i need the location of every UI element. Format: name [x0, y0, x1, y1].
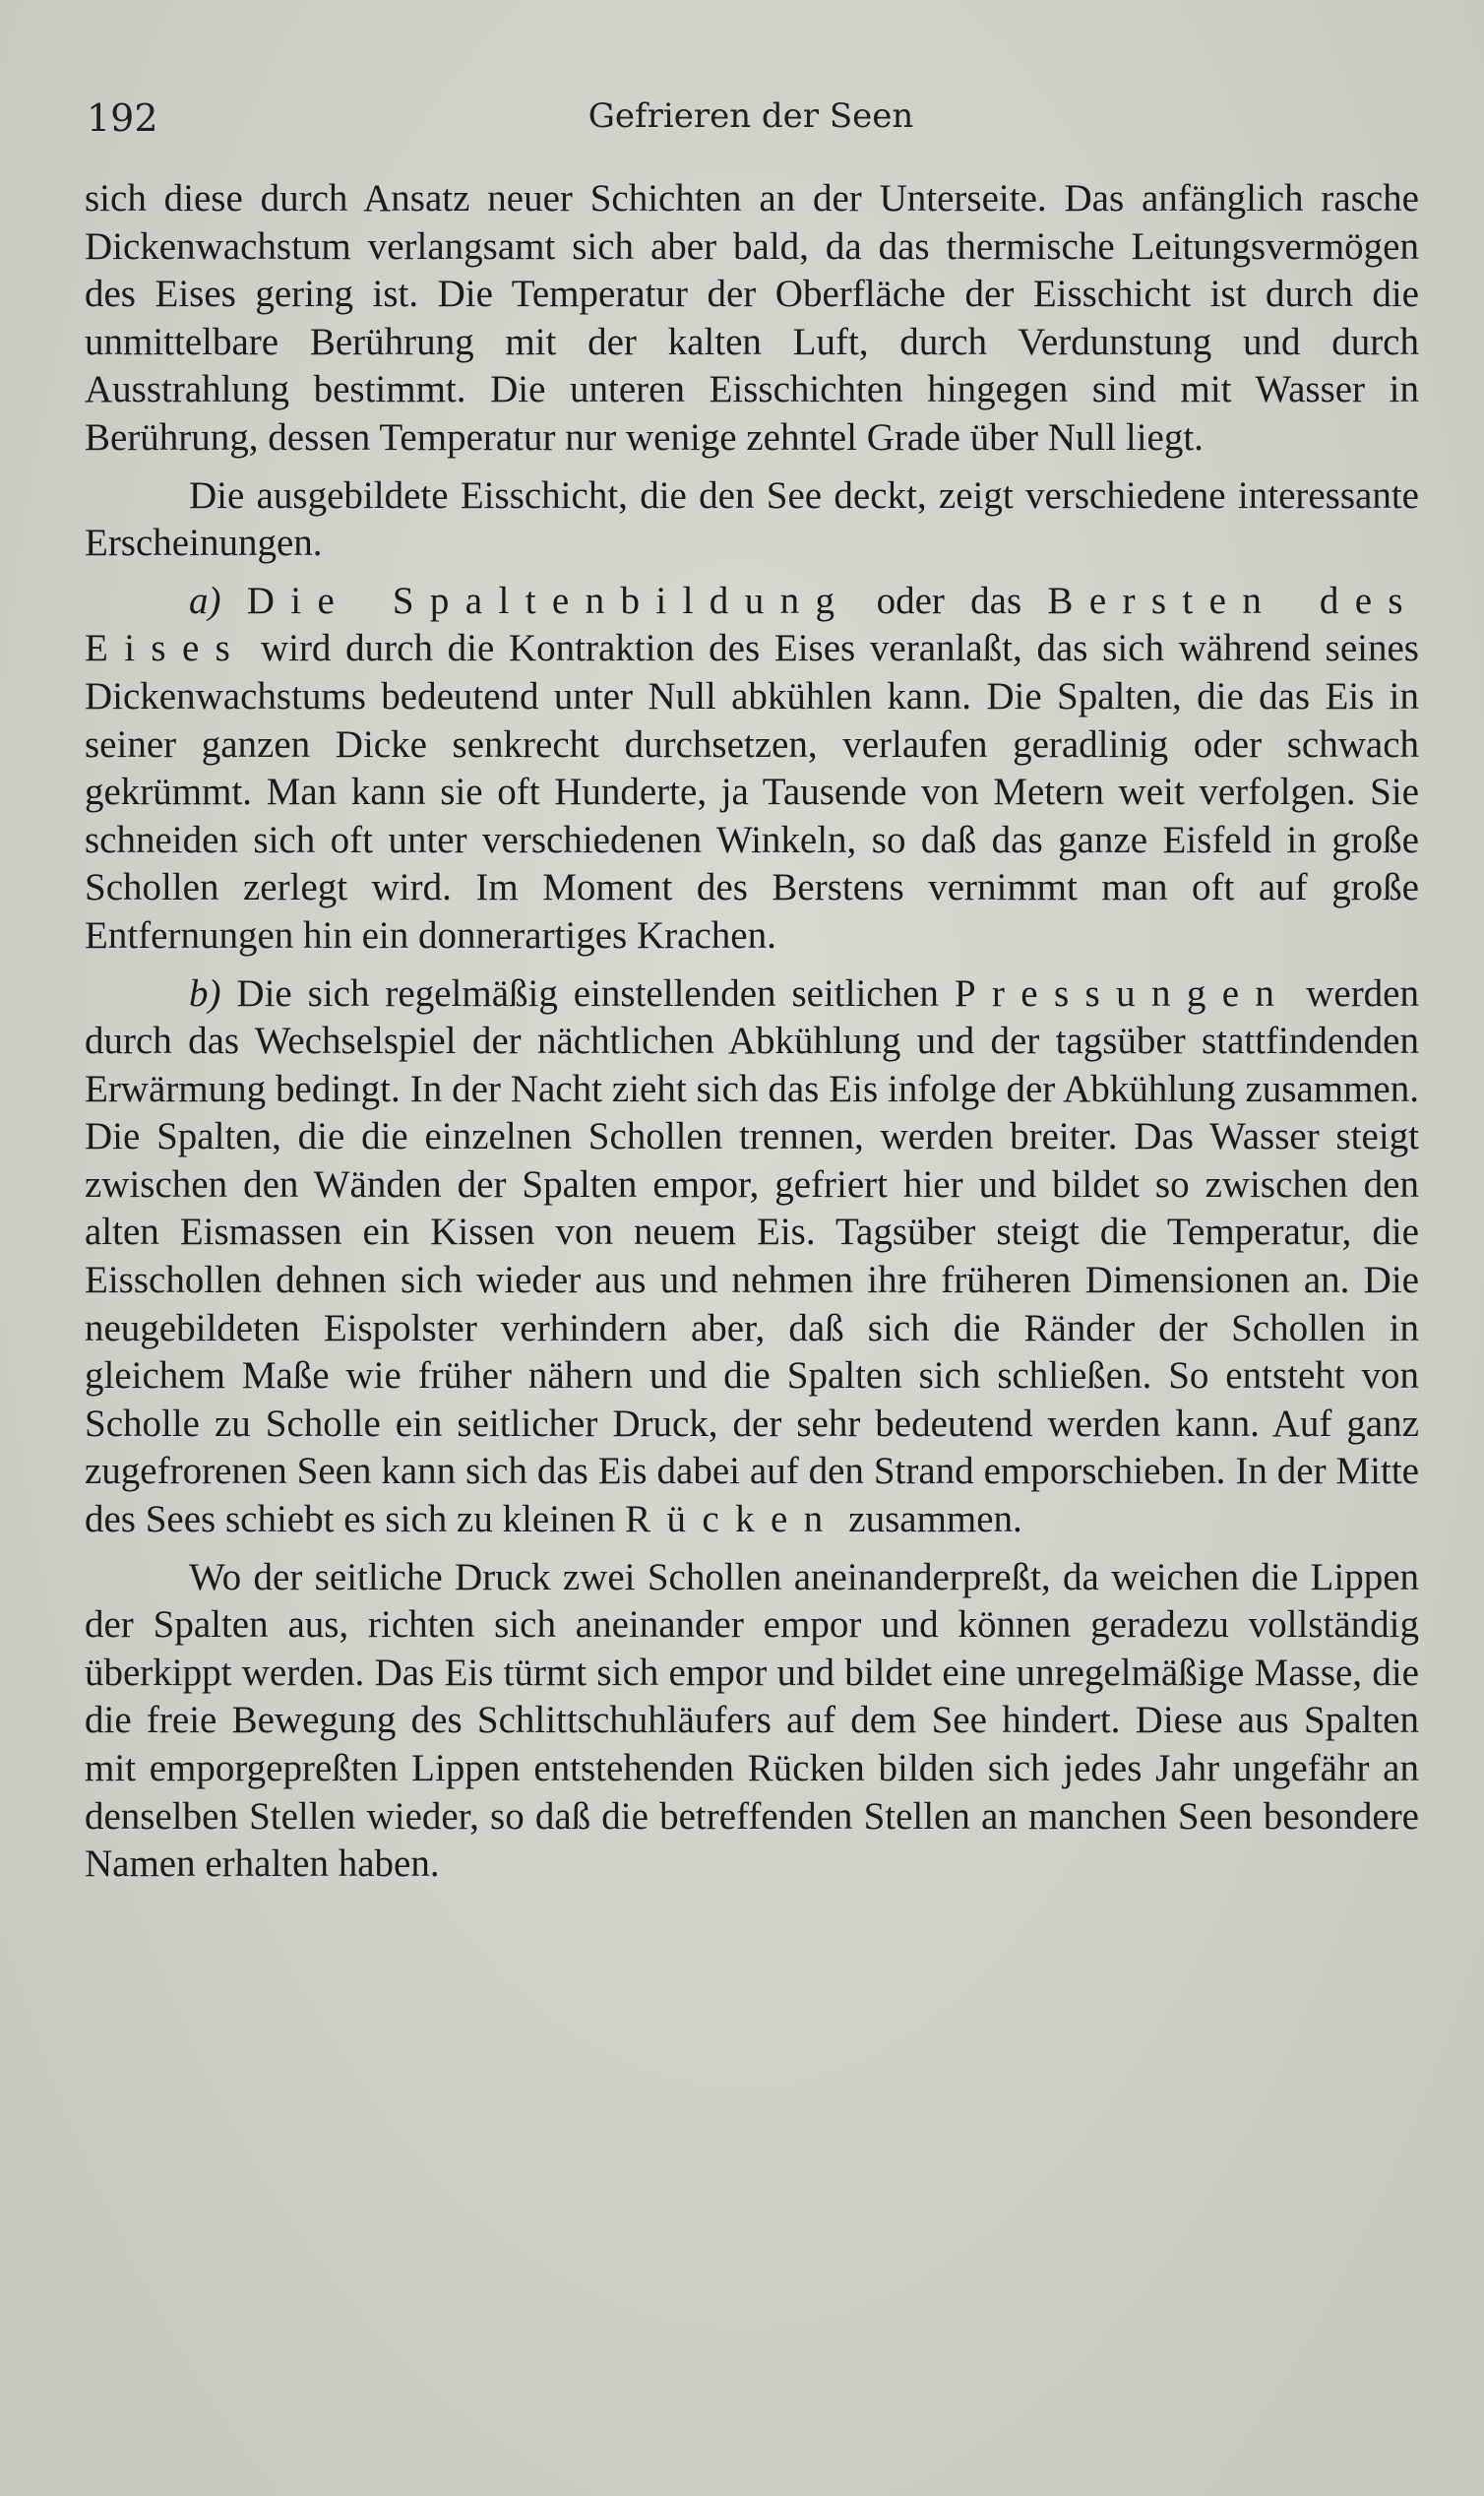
paragraph-b-pressungen [85, 970, 1419, 1544]
paragraph-intro: Die ausgebildete Eisschicht, die den See deckt, zeigt verschiedene interessante Erscheinungen. [85, 473, 1419, 565]
paragraph-a-body: wird durch die Kontraktion des Eises veranlaßt, das sich während seines Dickenwachstums bedeutend unter Null abkühlen kann. Die Spalten, die das Eis in seiner ganzen Dicke senkrecht durchsetzen, verlaufen geradlinig oder schwach gekrümmt. Man kann sie oft Hunderte, ja Tausende von Metern weit verfolgen. Sie schneiden sich oft unter verschiedenen Winkeln, so daß das ganze Eisfeld in große Schollen zerlegt wird. Im Moment des Berstens vernimmt man oft auf große Entfernungen hin ein donnerartiges Krachen. [85, 627, 1419, 957]
page-header [87, 96, 1415, 156]
body-text [85, 175, 1419, 1899]
paragraph-b-ending: zusammen. [838, 1498, 1022, 1541]
emphasis-pressungen: Pressungen [954, 971, 1291, 1015]
paragraph-b-body: werden durch das Wechselspiel der nächtlichen Abkühlung und der tagsüber stattfindenden Erwärmung bedingt. In der Nacht zieht sich das Eis infolge der Abkühlung zusammen. Die Spalten, die die einzelnen Schollen trennen, werden breiter. Das Wasser steigt zwischen den Wänden der Spalten empor, gefriert hier und bildet so zwischen den alten Eismassen ein Kissen von neuem Eis. Tagsüber steigt die Temperatur, die Eisschollen dehnen sich wieder aus und nehmen ihre früheren Dimensionen an. Die neugebildeten Eispolster verhindern aber, daß sich die Ränder der Schollen in gleichem Maße wie früher nähern und die Spalten sich schließen. So entsteht von Scholle zu Scholle ein seitlicher Druck, der sehr bedeutend werden kann. Auf ganz zugefrorenen Seen kann sich das Eis dabei auf den Strand emporschieben. In der Mitte des Sees schiebt es sich zu kleinen [85, 971, 1419, 1541]
emphasis-spaltenbildung: Die Spaltenbildung [246, 579, 851, 622]
paragraph-druck: Wo der seitliche Druck zwei Schollen aneinanderpreßt, da weichen die Lippen der Spalten aus, richten sich aneinander empor und können geradezu vollständig überkippt werden. Das Eis türmt sich empor und bildet eine unregelmäßige Masse, die die freie Bewegung des Schlittschuhläufers auf dem See hindert. Diese aus Spalten mit emporgepreßten Lippen entstehenden Rücken bilden sich jedes Jahr ungefähr an denselben Stellen wieder, so daß die betreffenden Stellen an manchen Seen besondere Namen erhalten haben. [85, 1555, 1419, 1886]
emphasis-ruecken: Rücken [625, 1498, 839, 1541]
item-marker-b: b) [189, 971, 221, 1015]
item-marker-a: a) [189, 579, 221, 622]
emphasis-bersten: Bersten des Eises [85, 579, 1419, 670]
running-title: Gefrieren der Seen [587, 96, 914, 136]
page-number: 192 [87, 96, 158, 140]
paragraph-b-lead: Die sich regelmäßig einstellenden seitlichen [220, 971, 955, 1015]
paragraph-a-spaltenbildung [85, 578, 1419, 961]
paragraph-a-connector: oder das [850, 579, 1048, 622]
paragraph-continuation: sich diese durch Ansatz neuer Schichten an der Unterseite. Das anfänglich rasche Dickenwachstum verlangsamt sich aber bald, da das thermische Leitungsvermögen des Eises gering ist. Die Temperatur der Oberfläche der Eisschicht ist durch die unmittelbare Berührung mit der kalten Luft, durch Verdunstung und durch Ausstrahlung bestimmt. Die unteren Eisschichten hingegen sind mit Wasser in Berührung, dessen Temperatur nur wenige zehntel Grade über Null liegt. [85, 177, 1419, 459]
